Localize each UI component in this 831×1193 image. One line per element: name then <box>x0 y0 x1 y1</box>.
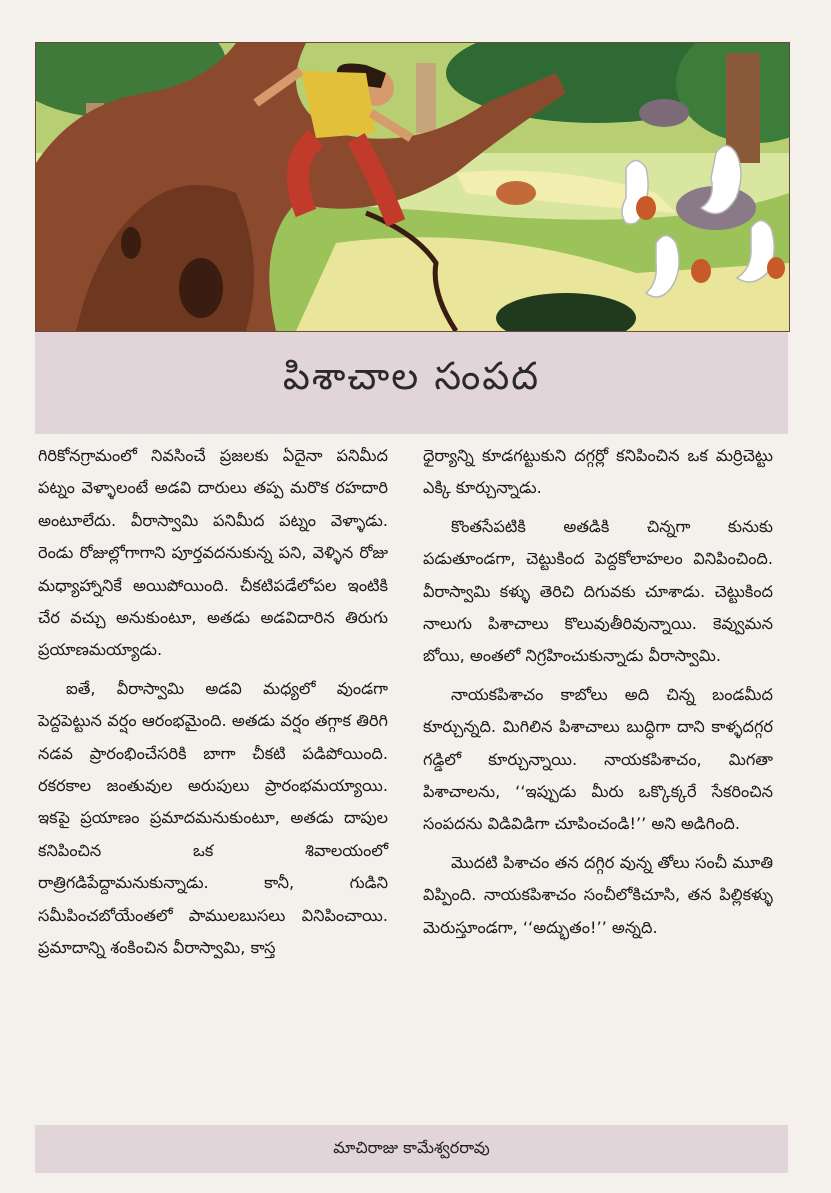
author-name: మాచిరాజు కామేశ్వరరావు <box>333 1138 490 1157</box>
paragraph: కొంతసేపటికి అతడికి చిన్నగా కునుకు పడుతూండగా, చెట్టుకింద పెద్దకోలాహలం వినిపించింది. వీరాస్వామి కళ్ళు తెరిచి దిగువకు చూశాడు. చెట్టుకింద నాలుగు పిశాచాలు కొలువుతీరివున్నాయి. కెవ్వుమన బోయి, అంతలో నిగ్రహించుకున్నాడు వీరాస్వామి. <box>423 516 773 666</box>
story-illustration <box>35 42 790 332</box>
paragraph: గిరికోనగ్రామంలో నివసించే ప్రజలకు ఏదైనా పనిమీద పట్నం వెళ్ళాలంటే అడవి దారులు తప్ప మరొక రహదారి అంటూలేదు. వీరాస్వామి పనిమీద పట్నం వెళ్ళాడు. రెండు రోజుల్లోగాగాని పూర్తవదనుకున్న పని, వెళ్ళిన రోజు మధ్యాహ్నానికే అయిపోయింది. చీకటిపడేలోపల ఇంటికి చేర వచ్చు అనుకుంటూ, అతడు అడవిదారిన తిరుగు ప్రయాణమయ్యాడు. <box>38 446 388 660</box>
forest-ghosts-illustration-icon <box>36 43 789 331</box>
text-column-right <box>423 440 773 944</box>
author-band <box>35 1125 788 1173</box>
paragraph: నాయకపిశాచం కాబోలు అది చిన్న బండమీద కూర్చున్నది. మిగిలిన పిశాచాలు బుద్ధిగా దాని కాళ్ళదగ్గర గడ్డిలో కూర్చున్నాయి. నాయకపిశాచం, మిగతా పిశాచాలను, ‘‘ఇప్పుడు మీరు ఒక్కొక్కరే సేకరించిన సంపదను విడివిడిగా చూపించండి!’’ అని అడిగింది. <box>423 684 773 834</box>
paragraph: ఐతే, వీరాస్వామి అడవి మధ్యలో వుండగా పెద్దపెట్టున వర్షం ఆరంభమైంది. అతడు వర్షం తగ్గాక తిరిగి నడవ ప్రారంభించేసరికి బాగా చీకటి పడిపోయింది. రకరకాల జంతువుల అరుపులు ప్రారంభమయ్యాయి. ఇకపై ప్రయాణం ప్రమాదమనుకుంటూ, అతడు దాపుల కనిపించిన ఒక శివాలయంలో రాత్రిగడిపేద్దామనుకున్నాడు. కానీ, గుడిని సమీపించబోయేంతలో పాములబుసలు వినిపించాయి. ప్రమాదాన్ని శంకించిన వీరాస్వామి, కాస్త <box>38 678 388 958</box>
paragraph: ధైర్యాన్ని కూడగట్టుకుని దగ్గర్లో కనిపించిన ఒక మర్రిచెట్టు ఎక్కి కూర్చున్నాడు. <box>423 446 773 498</box>
paragraph: మొదటి పిశాచం తన దగ్గిర వున్న తోలు సంచీ మూతి విప్పింది. నాయకపిశాచం సంచీలోకిచూసి, తన పిల్లికళ్ళు మెరుస్తూండగా, ‘‘అద్భుతం!’’ అన్నది. <box>423 852 773 937</box>
title-band <box>35 332 788 434</box>
text-column-left <box>38 440 388 965</box>
article-title: పిశాచాల సంపద <box>282 354 541 398</box>
